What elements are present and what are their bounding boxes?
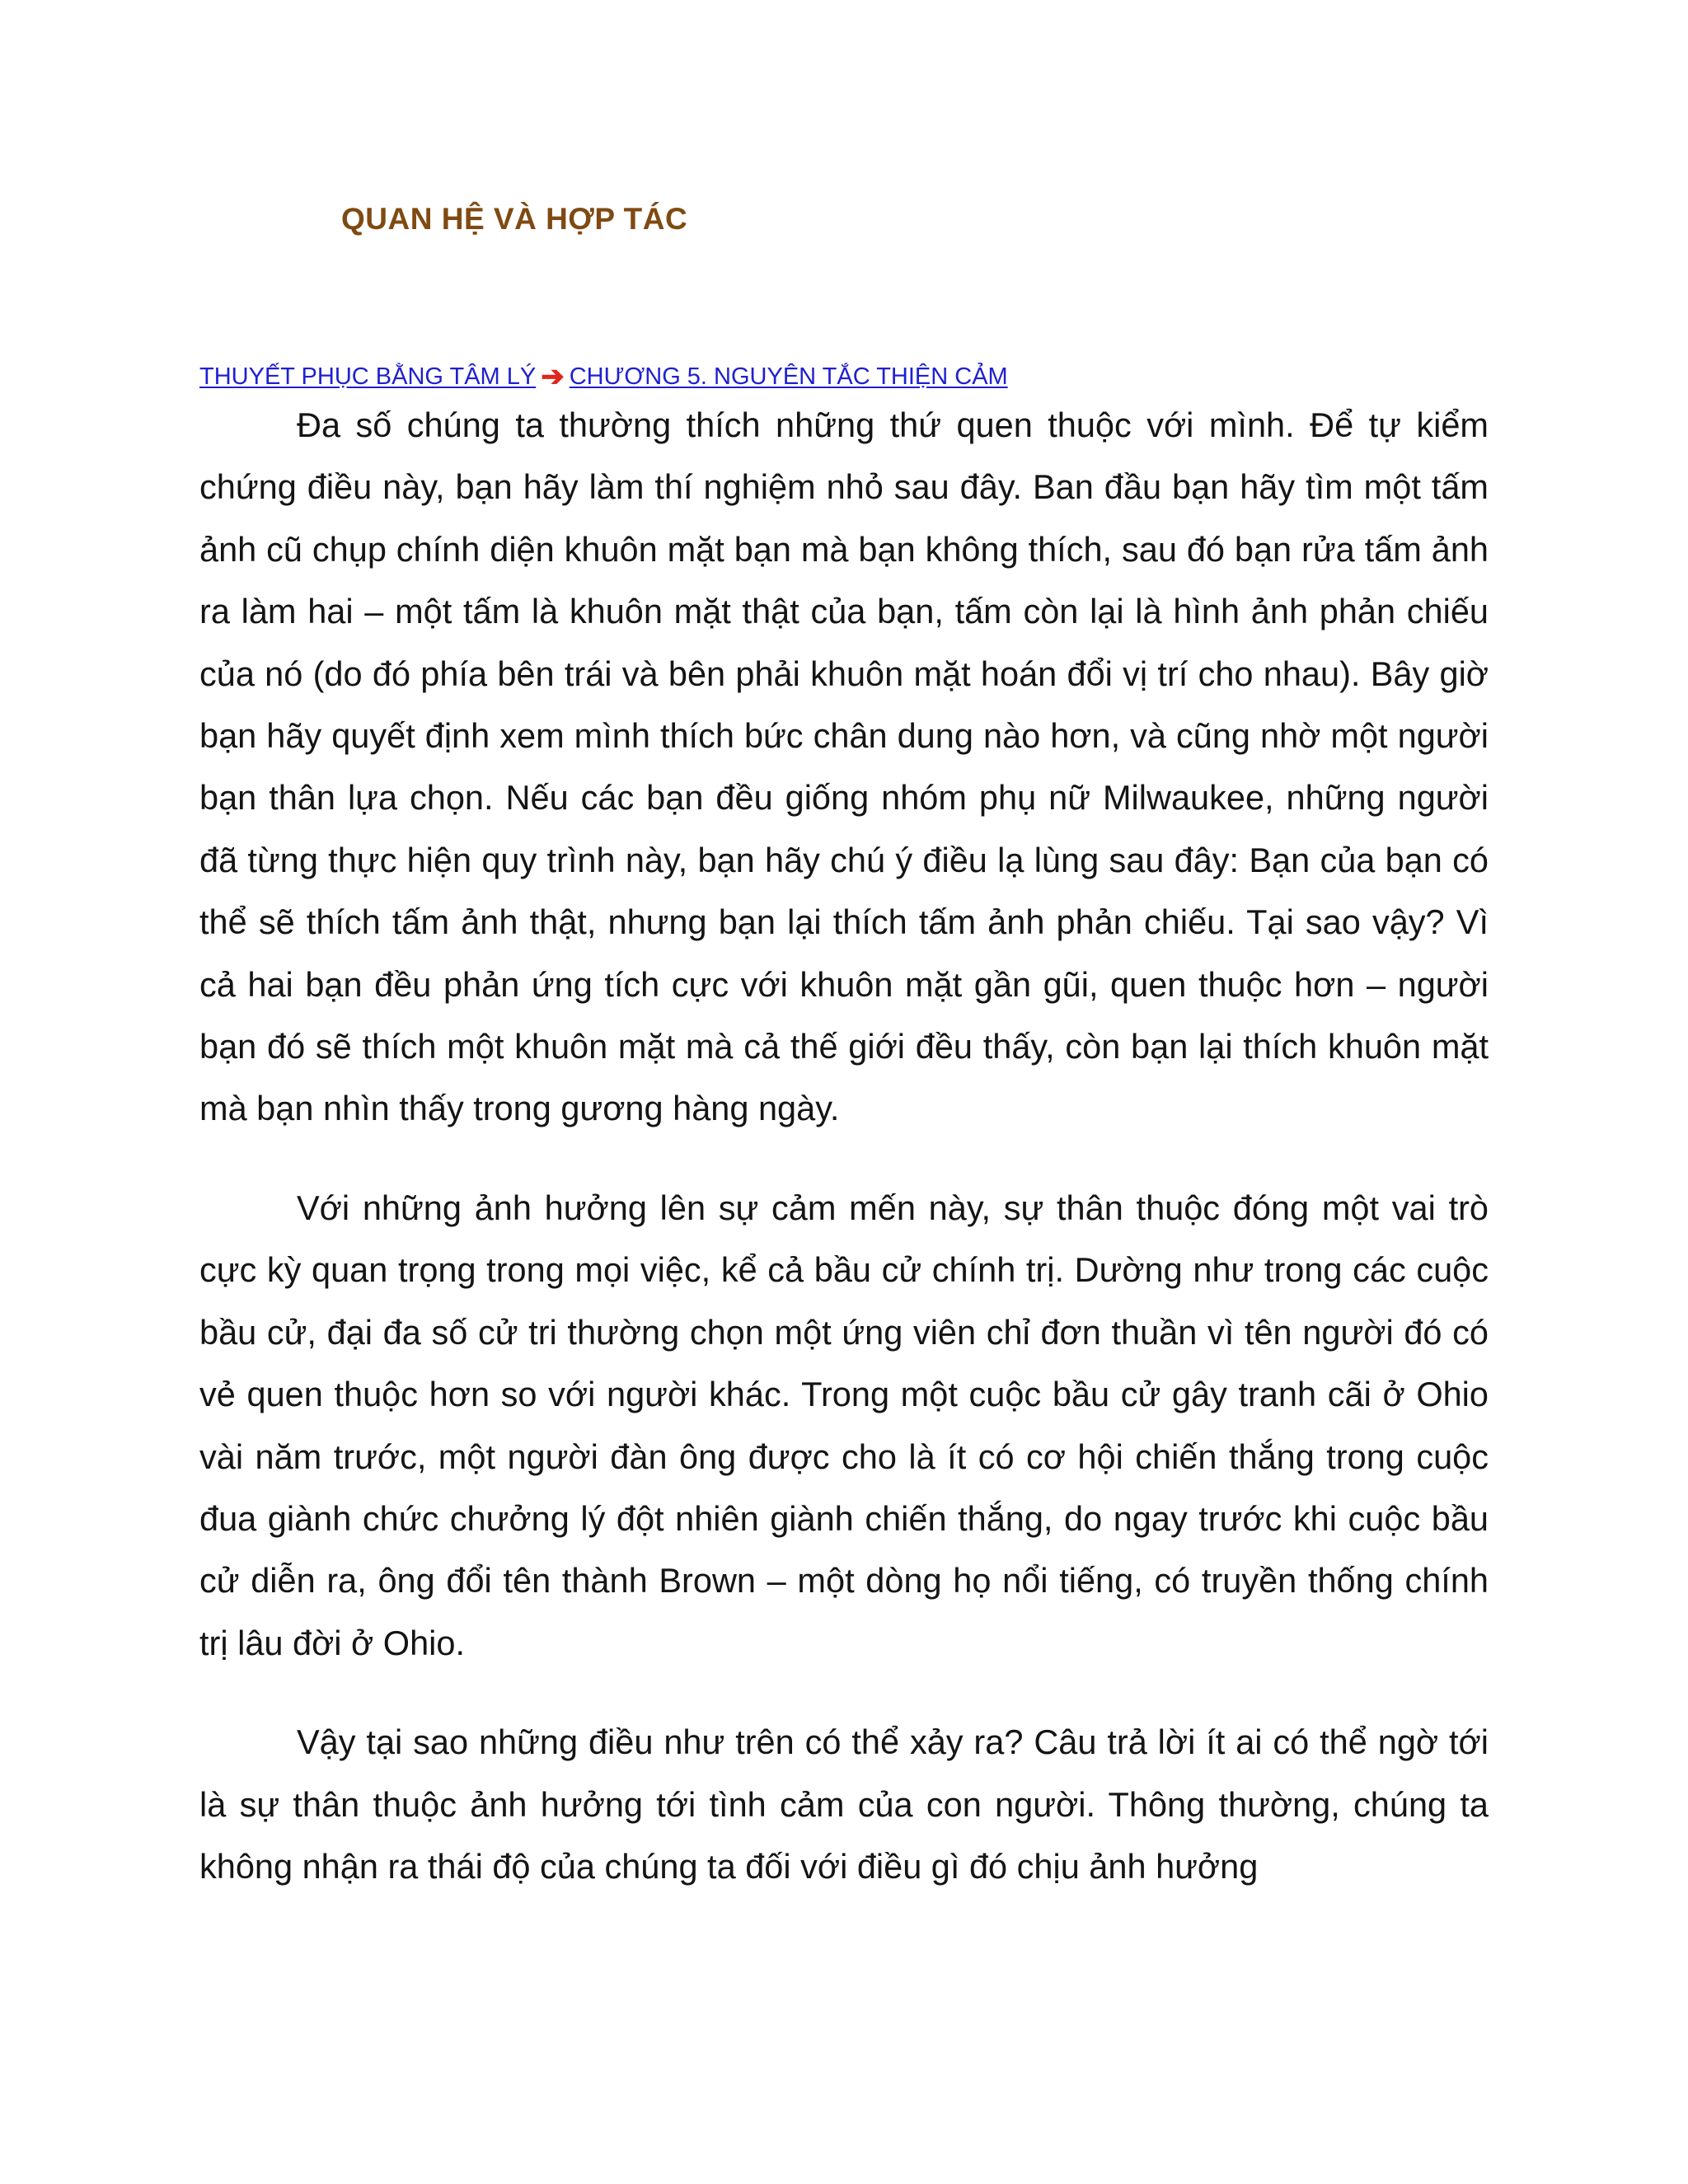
breadcrumb-link-chapter[interactable]: CHƯƠNG 5. NGUYÊN TẮC THIỆN CẢM (569, 363, 1008, 390)
breadcrumb (199, 363, 1008, 391)
body-paragraph-1: Đa số chúng ta thường thích những thứ quen thuộc với mình. Để tự kiểm chứng điều này, bạn hãy làm thí nghiệm nhỏ sau đây. Ban đầu bạn hãy tìm một tấm ảnh cũ chụp chính diện khuôn mặt bạn mà bạn không thích, sau đó bạn rửa tấm ảnh ra làm hai – một tấm là khuôn mặt thật của bạn, tấm còn lại là hình ảnh phản chiếu của nó (do đó phía bên trái và bên phải khuôn mặt hoán đổi vị trí cho nhau). Bây giờ bạn hãy quyết định xem mình thích bức chân dung nào hơn, và cũng nhờ một người bạn thân lựa chọn. Nếu các bạn đều giống nhóm phụ nữ Milwaukee, những người đã từng thực hiện quy trình này, bạn hãy chú ý điều lạ lùng sau đây: Bạn của bạn có thể sẽ thích tấm ảnh thật, nhưng bạn lại thích tấm ảnh phản chiếu. Tại sao vậy? Vì cả hai bạn đều phản ứng tích cực với khuôn mặt gần gũi, quen thuộc hơn – người bạn đó sẽ thích một khuôn mặt mà cả thế giới đều thấy, còn bạn lại thích khuôn mặt mà bạn nhìn thấy trong gương hàng ngày. (199, 405, 1489, 1128)
document-body (199, 394, 1489, 1897)
body-paragraph-3: Vậy tại sao những điều như trên có thể xảy ra? Câu trả lời ít ai có thể ngờ tới là sự thân thuộc ảnh hưởng tới tình cảm của con người. Thông thường, chúng ta không nhận ra thái độ của chúng ta đối với điều gì đó chịu ảnh hưởng (199, 1722, 1489, 1886)
breadcrumb-link-book[interactable]: THUYẾT PHỤC BẰNG TÂM LÝ (199, 363, 537, 390)
page-title: QUAN HỆ VÀ HỢP TÁC (341, 202, 688, 236)
arrow-right-icon: ➔ (541, 361, 565, 392)
body-paragraph-2: Với những ảnh hưởng lên sự cảm mến này, sự thân thuộc đóng một vai trò cực kỳ quan trọng trong mọi việc, kể cả bầu cử chính trị. Dường như trong các cuộc bầu cử, đại đa số cử tri thường chọn một ứng viên chỉ đơn thuần vì tên người đó có vẻ quen thuộc hơn so với người khác. Trong một cuộc bầu cử gây tranh cãi ở Ohio vài năm trước, một người đàn ông được cho là ít có cơ hội chiến thắng trong cuộc đua giành chức chưởng lý đột nhiên giành chiến thắng, do ngay trước khi cuộc bầu cử diễn ra, ông đổi tên thành Brown – một dòng họ nổi tiếng, có truyền thống chính trị lâu đời ở Ohio. (199, 1188, 1489, 1662)
